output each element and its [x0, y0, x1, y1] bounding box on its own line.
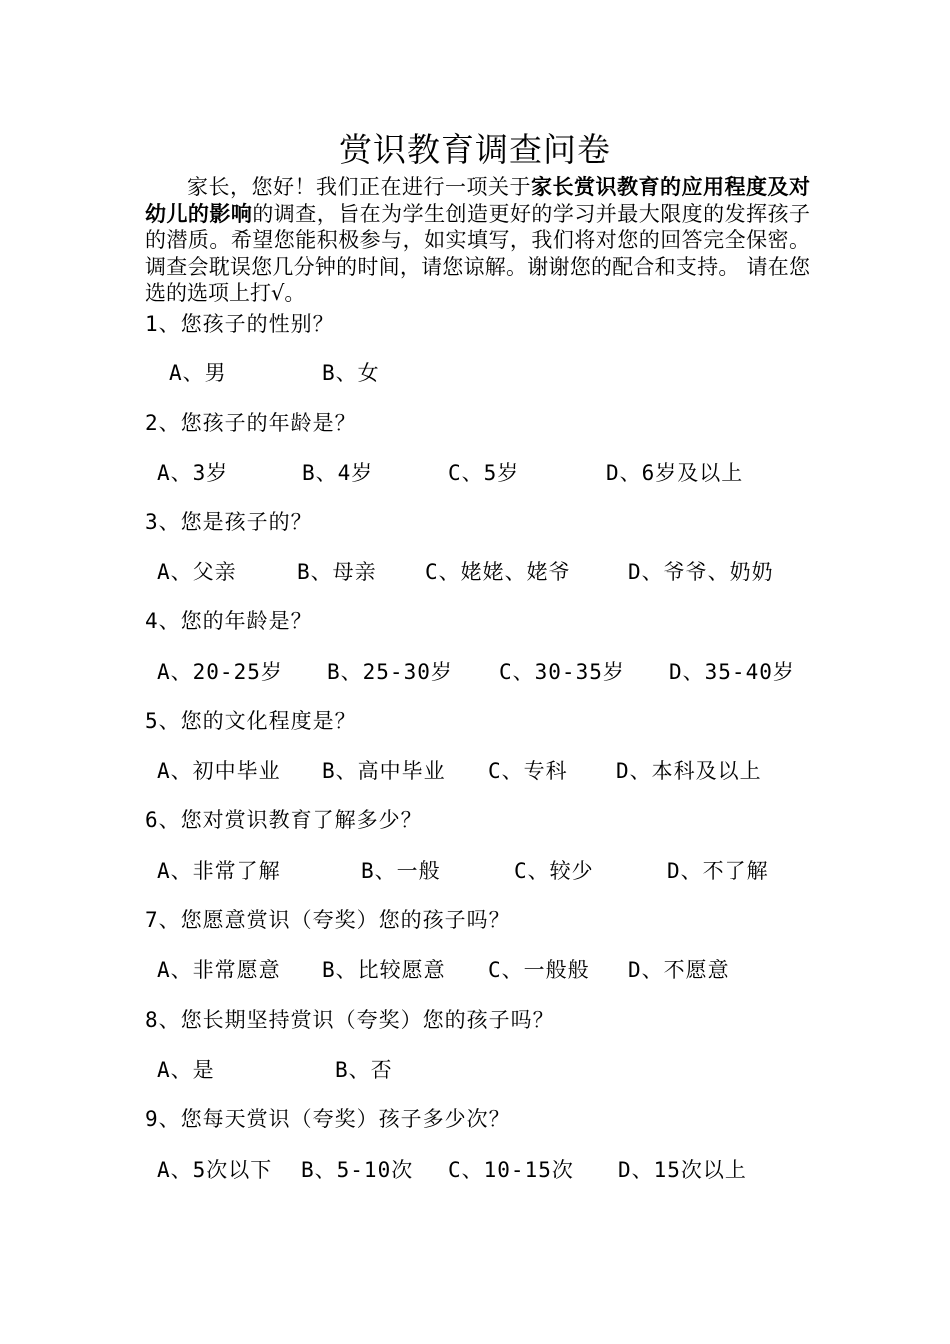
- option-1a[interactable]: A、男: [169, 361, 227, 385]
- options-3: [157, 558, 837, 586]
- intro-paragraph: [145, 174, 810, 307]
- question-4: 4、您的年龄是？: [145, 609, 313, 633]
- option-7b[interactable]: B、比较愿意: [322, 958, 446, 982]
- intro-bold-topic: 家长赏识教育的应用程度及对幼儿的影响: [145, 175, 810, 226]
- option-7c[interactable]: C、一般般: [488, 958, 590, 982]
- question-9: 9、您每天赏识（夸奖）孩子多少次？: [145, 1107, 511, 1131]
- options-4: [157, 658, 837, 686]
- option-5b[interactable]: B、高中毕业: [322, 759, 446, 783]
- option-4d[interactable]: D、35-40岁: [669, 660, 795, 684]
- page-title: 赏识教育调查问卷: [339, 130, 611, 169]
- question-6: 6、您对赏识教育了解多少？: [145, 808, 423, 832]
- intro-text-1: 家长，您好！我们正在进行一项关于: [187, 175, 531, 199]
- options-5: [157, 757, 837, 785]
- option-8a[interactable]: A、是: [157, 1058, 215, 1082]
- question-2: 2、您孩子的年龄是？: [145, 411, 357, 435]
- options-6: [157, 857, 837, 885]
- option-6b[interactable]: B、一般: [361, 859, 441, 883]
- option-4b[interactable]: B、25-30岁: [327, 660, 453, 684]
- option-9c[interactable]: C、10-15次: [448, 1158, 574, 1182]
- option-4a[interactable]: A、20-25岁: [157, 660, 283, 684]
- option-8b[interactable]: B、否: [335, 1058, 393, 1082]
- options-1: [157, 359, 837, 387]
- question-3: 3、您是孩子的？: [145, 510, 313, 534]
- option-2d[interactable]: D、6岁及以上: [606, 461, 744, 485]
- option-5c[interactable]: C、专科: [488, 759, 568, 783]
- options-2: [157, 459, 837, 487]
- option-2b[interactable]: B、4岁: [302, 461, 374, 485]
- option-9d[interactable]: D、15次以上: [618, 1158, 747, 1182]
- option-6d[interactable]: D、不了解: [667, 859, 769, 883]
- question-1: 1、您孩子的性别？: [145, 312, 335, 336]
- option-4c[interactable]: C、30-35岁: [499, 660, 625, 684]
- option-7a[interactable]: A、非常愿意: [157, 958, 281, 982]
- option-9a[interactable]: A、5次以下: [157, 1158, 273, 1182]
- option-3c[interactable]: C、姥姥、姥爷: [425, 560, 571, 584]
- option-3a[interactable]: A、父亲: [157, 560, 237, 584]
- option-5a[interactable]: A、初中毕业: [157, 759, 281, 783]
- option-6a[interactable]: A、非常了解: [157, 859, 281, 883]
- options-9: [157, 1156, 837, 1184]
- option-6c[interactable]: C、较少: [514, 859, 594, 883]
- option-5d[interactable]: D、本科及以上: [616, 759, 762, 783]
- question-5: 5、您的文化程度是？: [145, 709, 357, 733]
- option-9b[interactable]: B、5-10次: [301, 1158, 414, 1182]
- option-3b[interactable]: B、母亲: [297, 560, 377, 584]
- option-2c[interactable]: C、5岁: [448, 461, 520, 485]
- option-3d[interactable]: D、爷爷、奶奶: [628, 560, 774, 584]
- option-7d[interactable]: D、不愿意: [628, 958, 730, 982]
- intro-text-2: 的调查，旨在为学生创造更好的学习并最大限度的发挥孩子的潜质。希望您能积极参与，如实填写，我们将对您的回答完全保密。调查会耽误您几分钟的时间，请您谅解。谢谢您的配合和支持。 请在您选的选项上打√。: [145, 201, 811, 305]
- options-7: [157, 956, 837, 984]
- options-8: [157, 1056, 837, 1084]
- option-2a[interactable]: A、3岁: [157, 461, 229, 485]
- question-8: 8、您长期坚持赏识（夸奖）您的孩子吗？: [145, 1008, 555, 1032]
- question-7: 7、您愿意赏识（夸奖）您的孩子吗？: [145, 908, 511, 932]
- option-1b[interactable]: B、女: [322, 361, 380, 385]
